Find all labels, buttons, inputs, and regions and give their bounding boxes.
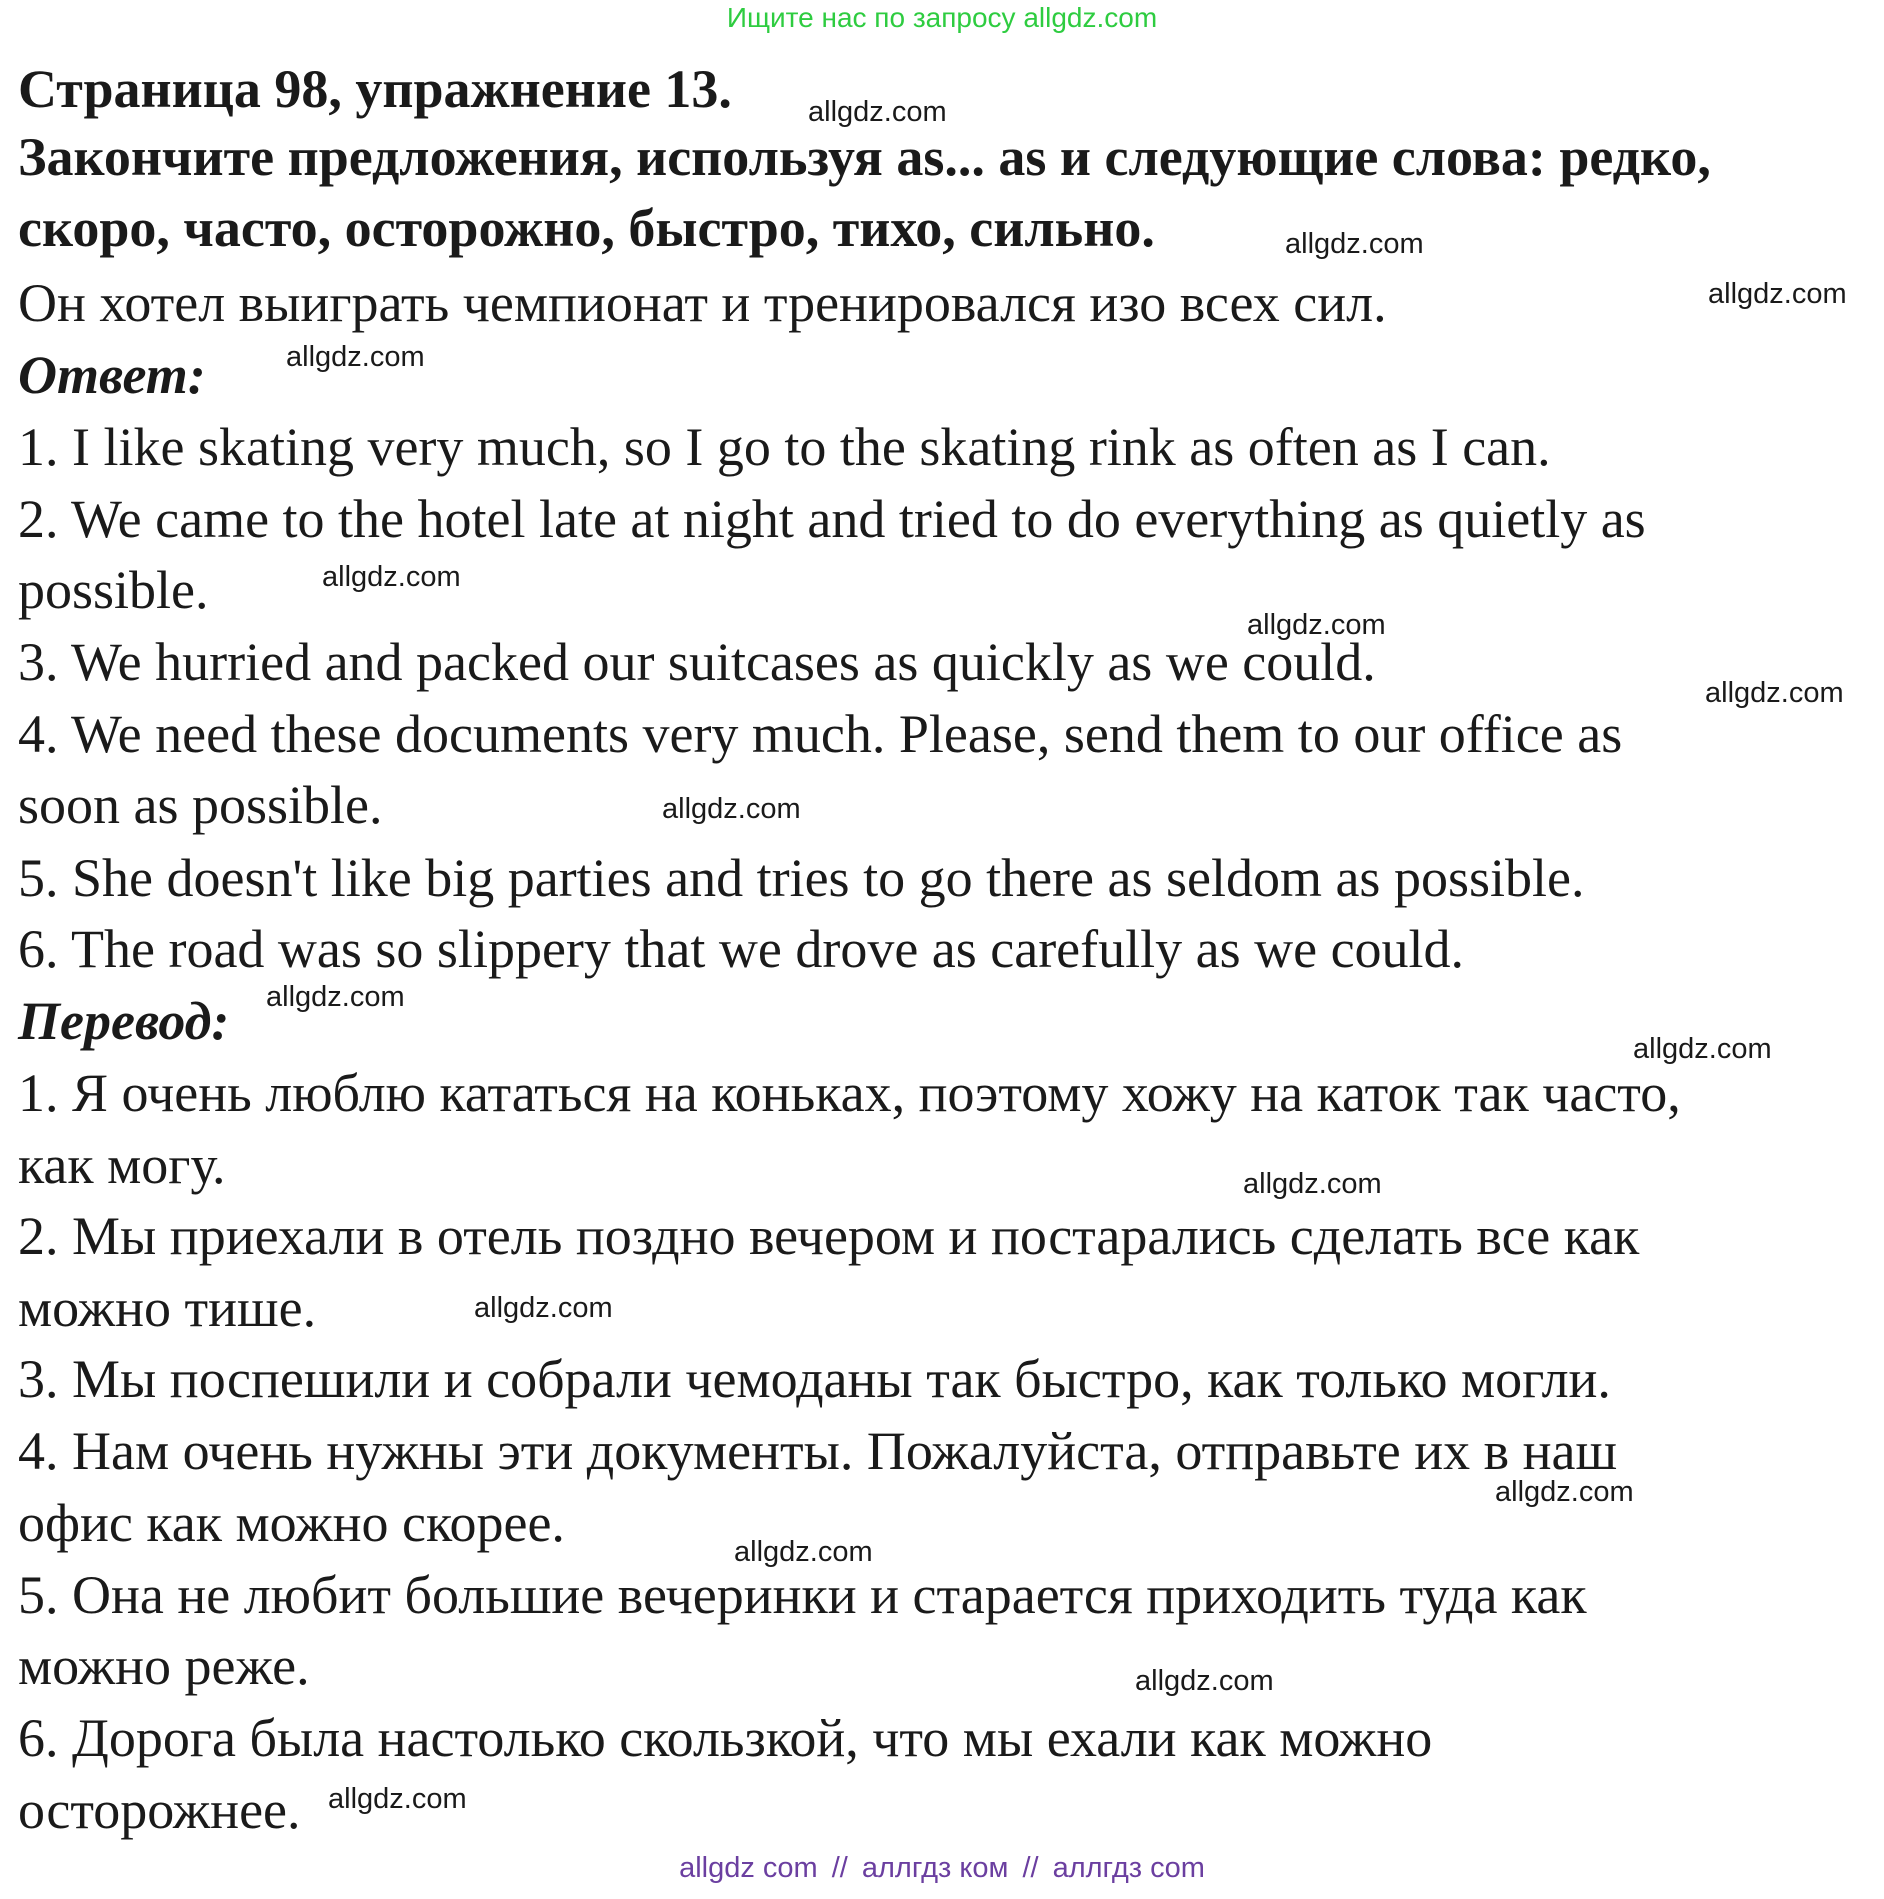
footer-link[interactable]: аллгдз com [1052,1852,1205,1884]
answer-line: 5. She doesn't like big parties and tries to go there as seldom as possible. [18,848,1585,908]
watermark: allgdz.com [286,341,425,373]
translation-line: 5. Она не любит большие вечеринки и старается приходить туда как [18,1565,1587,1625]
footer-link[interactable]: allgdz com [679,1852,818,1884]
answer-line: 6. The road was so slippery that we drove as carefully as we could. [18,919,1465,979]
watermark: allgdz.com [1495,1476,1634,1508]
watermark: allgdz.com [734,1536,873,1568]
watermark: allgdz.com [474,1292,613,1324]
footer-links [0,1852,1884,1885]
instruction-line: Закончите предложения, используя as... as и следующие слова: редко, [18,127,1711,187]
translation-line: офис как можно скорее. [18,1493,565,1553]
footer-link[interactable]: аллгдз ком [861,1852,1009,1884]
watermark: allgdz.com [1247,609,1386,641]
watermark: allgdz.com [1633,1033,1772,1065]
watermark: allgdz.com [1285,228,1424,260]
footer-separator: // [831,1852,848,1884]
translation-line: 2. Мы приехали в отель поздно вечером и постарались сделать все как [18,1206,1640,1266]
footer-separator: // [1022,1852,1039,1884]
answer-line: 4. We need these documents very much. Please, send them to our office as [18,704,1623,764]
watermark: allgdz.com [322,561,461,593]
exercise-title: Страница 98, упражнение 13. [18,59,732,119]
answer-heading: Ответ: [18,345,206,405]
watermark: allgdz.com [808,96,947,128]
translation-line: можно тише. [18,1278,317,1338]
answer-line: 1. I like skating very much, so I go to the skating rink as often as I can. [18,417,1551,477]
translation-line: 6. Дорога была настолько скользкой, что мы ехали как можно [18,1708,1433,1768]
answer-line: 2. We came to the hotel late at night and tried to do everything as quietly as [18,489,1646,549]
translation-heading: Перевод: [18,991,230,1051]
translation-line: осторожнее. [18,1780,301,1840]
watermark: allgdz.com [662,793,801,825]
answer-line: soon as possible. [18,775,383,835]
watermark: allgdz.com [1705,677,1844,709]
answer-line: 3. We hurried and packed our suitcases as quickly as we could. [18,632,1376,692]
top-banner[interactable]: Ищите нас по запросу allgdz.com [726,2,1158,33]
watermark: allgdz.com [1708,278,1847,310]
translation-line: 1. Я очень люблю кататься на коньках, поэтому хожу на каток так часто, [18,1063,1681,1123]
answer-line: possible. [18,560,209,620]
translation-line: как могу. [18,1135,226,1195]
example-sentence: Он хотел выиграть чемпионат и тренировался изо всех сил. [18,273,1387,333]
instruction-line: скоро, часто, осторожно, быстро, тихо, сильно. [18,198,1155,258]
translation-line: можно реже. [18,1636,310,1696]
translation-line: 4. Нам очень нужны эти документы. Пожалуйста, отправьте их в наш [18,1421,1618,1481]
watermark: allgdz.com [1243,1168,1382,1200]
watermark: allgdz.com [328,1783,467,1815]
watermark: allgdz.com [1135,1665,1274,1697]
translation-line: 3. Мы поспешили и собрали чемоданы так быстро, как только могли. [18,1349,1611,1409]
watermark: allgdz.com [266,981,405,1013]
